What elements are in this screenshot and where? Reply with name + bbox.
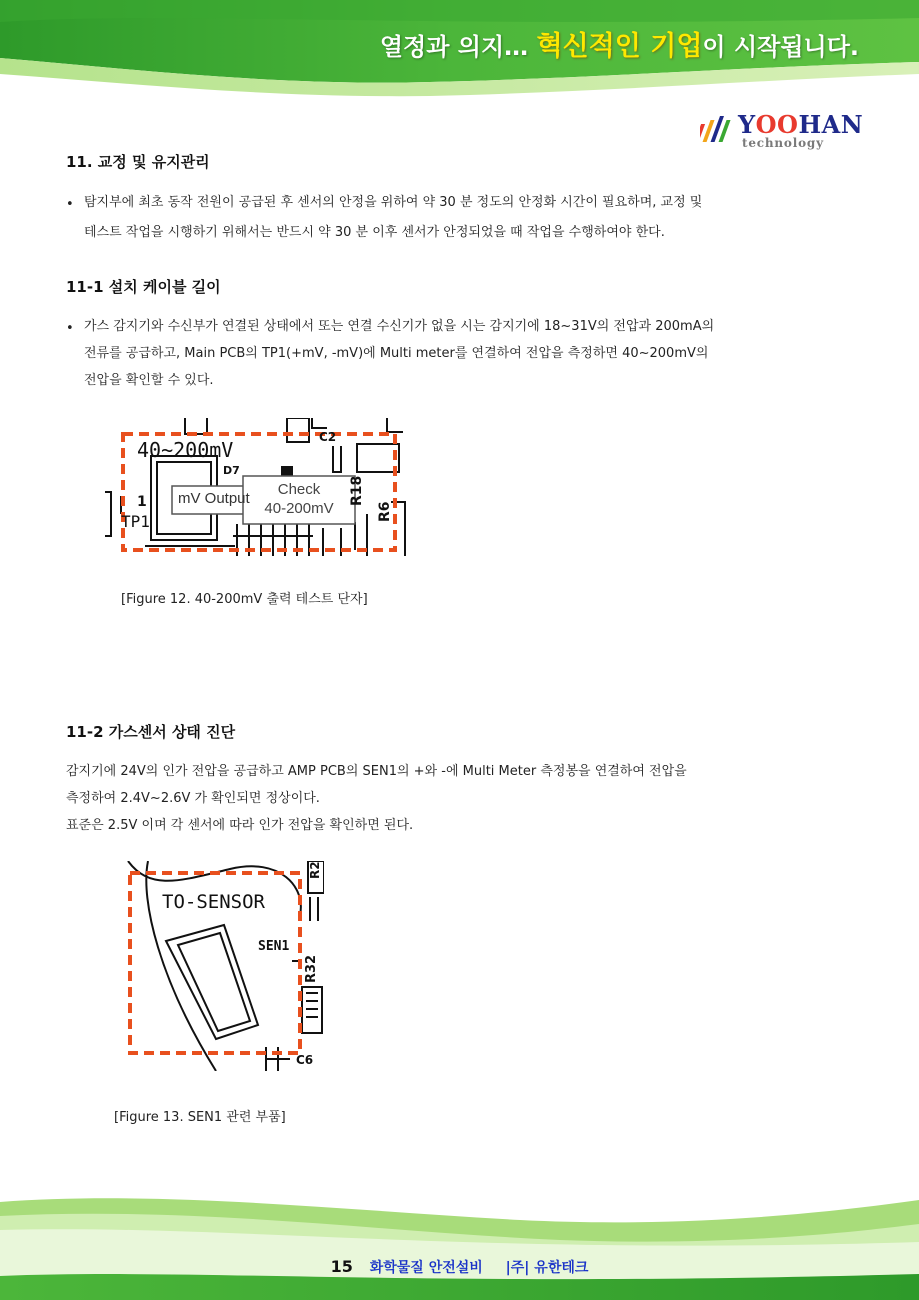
- figure-13-r2-label: R2: [308, 861, 322, 879]
- logo-stripes-icon: [700, 116, 736, 146]
- page-number: 15: [330, 1257, 353, 1276]
- logo-brand-name: YOOHAN: [738, 110, 864, 139]
- slogan-part-2: 이 시작됩니다.: [702, 33, 859, 61]
- figure-12-check-line-1: Check: [277, 481, 321, 498]
- figure-12-r18-label: R18: [349, 475, 365, 506]
- section-11-heading: 11. 교정 및 유지관리: [66, 153, 210, 171]
- figure-13-to-sensor-label: TO-SENSOR: [162, 891, 265, 913]
- section-11-1-line-1: 가스 감지기와 수신부가 연결된 상태에서 또는 연결 수신기가 없을 시는 감지기에 18~31V의 전압과 200mA의: [84, 319, 715, 334]
- figure-13-caption: [Figure 13. SEN1 관련 부품]: [114, 1110, 286, 1125]
- header-slogan: [380, 24, 859, 63]
- company-logo: [700, 108, 864, 154]
- section-11-2-line-2: 측정하여 2.4V~2.6V 가 확인되면 정상이다.: [66, 791, 320, 806]
- section-11-line-2: 테스트 작업을 시행하기 위해서는 반드시 약 30 분 이후 센서가 안정되었을 때 작업을 수행하여야 한다.: [84, 225, 665, 240]
- slogan-highlight: 혁신적인 기업: [536, 31, 703, 62]
- figure-12-r6-label: R6: [377, 501, 393, 522]
- figure-12-pcb-image: [105, 418, 410, 556]
- figure-13-pcb-image: [120, 861, 324, 1071]
- figure-12-tp1-label: TP1: [121, 512, 150, 531]
- section-11-2-line-1: 감지기에 24V의 인가 전압을 공급하고 AMP PCB의 SEN1의 +와 -에 Multi Meter 측정봉을 연결하여 전압을: [66, 764, 687, 779]
- figure-13-sen1-label: SEN1: [258, 939, 290, 954]
- footer: [0, 1257, 919, 1277]
- section-11-2-heading: 11-2 가스센서 상태 진단: [66, 723, 236, 741]
- section-11-2-line-3: 표준은 2.5V 이며 각 센서에 따라 인가 전압을 확인하면 된다.: [66, 818, 414, 833]
- section-11-1-heading: 11-1 설치 케이블 길이: [66, 278, 221, 296]
- section-11-1-bullet: •: [66, 321, 74, 336]
- slogan-part-1: 열정과 의지…: [379, 33, 537, 61]
- section-11-line-1: 탐지부에 최초 동작 전원이 공급된 후 센서의 안정을 위하여 약 30 분 정도의 안정화 시간이 필요하며, 교정 및: [84, 195, 703, 210]
- footer-company: |주| 유한테크: [505, 1260, 589, 1276]
- figure-12-c2-label: C2: [319, 430, 337, 444]
- figure-13-c6-label: C6: [296, 1053, 314, 1067]
- figure-12-caption: [Figure 12. 40-200mV 출력 테스트 단자]: [121, 592, 368, 607]
- footer-wave-band: [0, 1180, 919, 1300]
- figure-12-range-label: 40~200mV: [137, 438, 234, 462]
- figure-12-d7-label: D7: [223, 464, 240, 477]
- figure-12-pin-1-label: 1: [137, 494, 147, 510]
- section-11-1-line-2: 전류를 공급하고, Main PCB의 TP1(+mV, -mV)에 Multi meter를 연결하여 전압을 측정하면 40~200mV의: [84, 346, 709, 361]
- figure-12-check-label: [243, 480, 355, 518]
- logo-subtitle: technology: [742, 136, 824, 150]
- section-11-1-line-3: 전압을 확인할 수 있다.: [84, 373, 214, 388]
- section-11-bullet: •: [66, 197, 74, 212]
- figure-13-r32-label: R32: [304, 954, 319, 983]
- figure-12-check-line-2: 40-200mV: [264, 500, 334, 517]
- figure-12-mv-output-label: mV Output: [178, 490, 250, 507]
- footer-title: 화학물질 안전설비: [369, 1260, 483, 1276]
